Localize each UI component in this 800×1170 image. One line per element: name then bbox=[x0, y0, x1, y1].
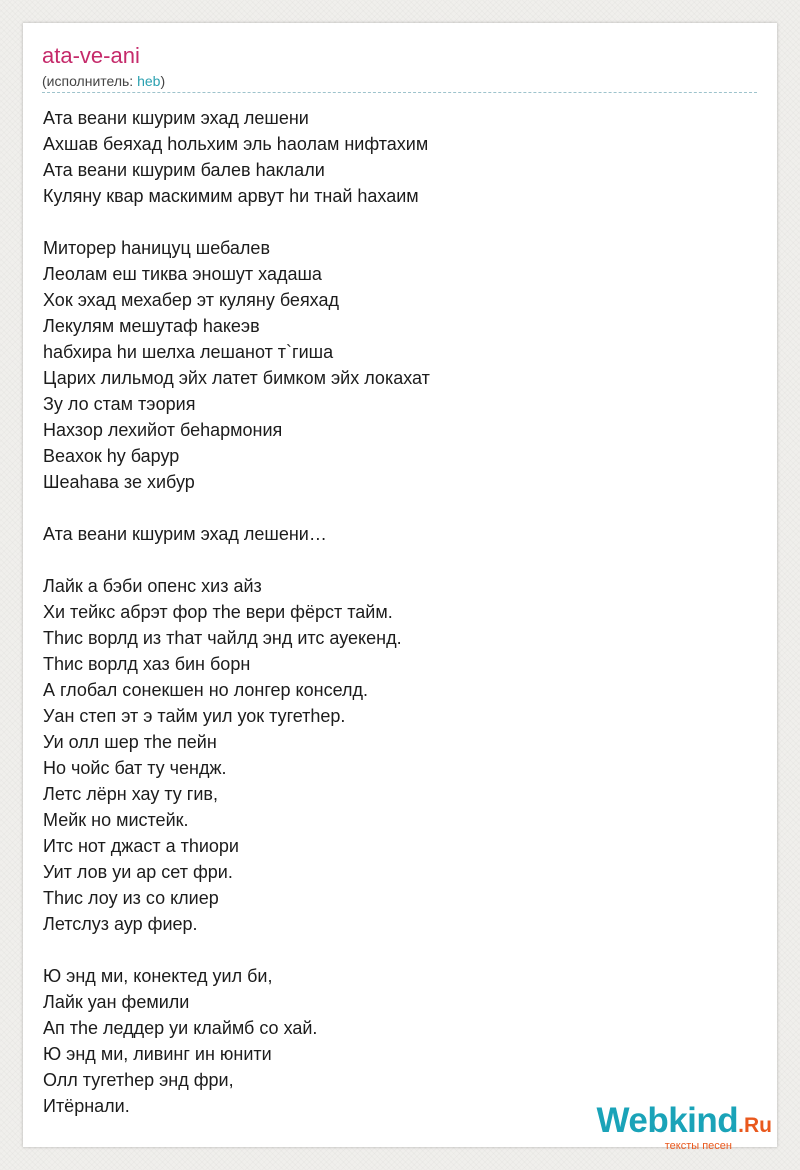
lyric-line: Итс нот джаст а тhиори bbox=[43, 836, 239, 856]
lyric-line: Хок эхад мехабер эт куляну беяхад bbox=[43, 290, 339, 310]
lyric-line: Леолам еш тиква эношут хадаша bbox=[43, 264, 322, 284]
lyric-line: Хи тейкс абрэт фор тhе вери фёрст тайм. bbox=[43, 602, 393, 622]
divider bbox=[42, 92, 757, 93]
lyric-line: Лайк уан фемили bbox=[43, 992, 190, 1012]
lyric-line: Веахок hу барур bbox=[43, 446, 180, 466]
artist-line bbox=[42, 73, 165, 90]
lyric-line: Тhис ворлд из тhат чайлд энд итс ауекенд. bbox=[43, 628, 402, 648]
lyric-line: Уит лов уи ар сет фри. bbox=[43, 862, 233, 882]
stanza-gap bbox=[43, 547, 758, 573]
lyric-line: Миторер hаницуц шебалев bbox=[43, 238, 271, 258]
lyric-line: Ап тhе леддер уи клаймб со хай. bbox=[43, 1018, 318, 1038]
lyric-line: Уан степ эт э тайм уил уок тугетhер. bbox=[43, 706, 346, 726]
lyric-line: Зу ло стам тэория bbox=[43, 394, 196, 414]
artist-link[interactable]: heb bbox=[137, 73, 161, 89]
lyric-line: hабхира hи шелха лешанот т`гиша bbox=[43, 342, 334, 362]
lyric-line: Летс лёрн хау ту гив, bbox=[43, 784, 218, 804]
site-logo[interactable] bbox=[596, 1101, 772, 1152]
song-title[interactable]: ata-ve-ani bbox=[42, 43, 140, 68]
lyrics-body bbox=[43, 105, 758, 1119]
lyric-line: Куляну квар маскимим арвут hи тнай hахаим bbox=[43, 186, 419, 206]
lyric-line: Ю энд ми, ливинг ин юнити bbox=[43, 1044, 272, 1064]
lyrics-card bbox=[23, 23, 777, 1147]
lyric-line: Но чойс бат ту чендж. bbox=[43, 758, 227, 778]
lyric-line: А глобал сонекшен но лонгер конселд. bbox=[43, 680, 368, 700]
lyric-line: Лекулям мешутаф hакеэв bbox=[43, 316, 260, 336]
lyric-line: Тhис лоу из со клиер bbox=[43, 888, 219, 908]
lyric-line: Царих лильмод эйх латет бимком эйх локахат bbox=[43, 368, 430, 388]
lyric-line: Ахшав беяхад hольхим эль hаолам нифтахим bbox=[43, 134, 429, 154]
lyric-line: Уи олл шер тhе пейн bbox=[43, 732, 217, 752]
artist-suffix: ) bbox=[160, 73, 166, 89]
lyric-line: Лайк а бэби опенс хиз айз bbox=[43, 576, 262, 596]
lyric-line: Ата веани кшурим эхад лешени bbox=[43, 108, 309, 128]
lyric-line: Шеаhава зе хибур bbox=[43, 472, 195, 492]
logo-main-text: Webkind bbox=[596, 1101, 739, 1140]
stanza-gap bbox=[43, 495, 758, 521]
lyric-line: Тhис ворлд хаз бин борн bbox=[43, 654, 251, 674]
logo-suffix: .Ru bbox=[738, 1114, 772, 1137]
lyric-line: Олл тугетhер энд фри, bbox=[43, 1070, 234, 1090]
lyric-line: Мейк но мистейк. bbox=[43, 810, 189, 830]
artist-prefix: (исполнитель: bbox=[42, 73, 138, 89]
lyric-line: Ата веани кшурим эхад лешени… bbox=[43, 524, 327, 544]
logo-wordmark bbox=[596, 1101, 772, 1143]
stanza-gap bbox=[43, 209, 758, 235]
logo-tagline: тексты песен bbox=[664, 1140, 732, 1152]
lyric-line: Ю энд ми, конектед уил би, bbox=[43, 966, 273, 986]
lyric-line: Летслуз аур фиер. bbox=[43, 914, 198, 934]
lyric-line: Нахзор лехийот беhармония bbox=[43, 420, 283, 440]
stanza-gap bbox=[43, 937, 758, 963]
lyric-line: Итёрнали. bbox=[43, 1096, 130, 1116]
lyric-line: Ата веани кшурим балев hаклали bbox=[43, 160, 325, 180]
